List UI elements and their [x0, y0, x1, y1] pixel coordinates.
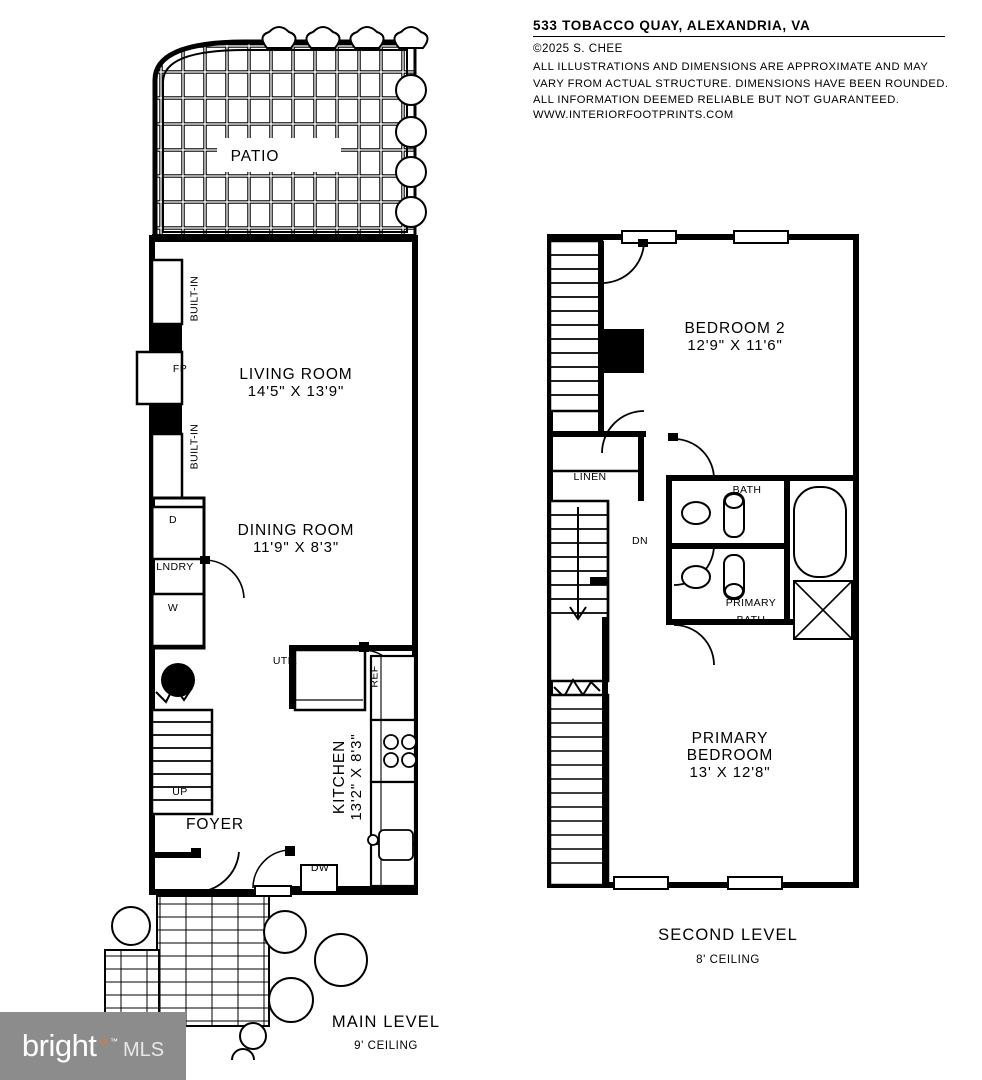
watermark-brand: bright: [21, 1028, 97, 1063]
label-laundry: LNDRY: [156, 561, 194, 573]
label-stairs-up: UP: [172, 786, 188, 798]
watermark-trademark: ™: [110, 1037, 118, 1046]
website-url: WWW.INTERIORFOOTPRINTS.COM: [533, 108, 734, 121]
label-living-room: [196, 366, 396, 400]
living-room-name: LIVING ROOM: [239, 366, 353, 383]
label-linen: LINEN: [573, 471, 607, 483]
label-fireplace: FP: [172, 363, 188, 375]
label-dryer: D: [169, 514, 177, 526]
watermark-suffix: MLS: [123, 1039, 165, 1061]
second-level-ceiling: 8' CEILING: [696, 954, 760, 966]
label-foyer: FOYER: [186, 816, 244, 833]
plan-header: [533, 18, 953, 121]
disclaimer-line-1: ALL ILLUSTRATIONS AND DIMENSIONS ARE APPROXIMATE AND MAY: [533, 61, 929, 73]
watermark-star-icon: ✧: [97, 1034, 110, 1051]
second-level-name: SECOND LEVEL: [658, 926, 798, 944]
bedroom2-name: BEDROOM 2: [684, 320, 786, 337]
label-bath: BATH: [732, 484, 762, 496]
primary-bedroom-dims: 13' X 12'8": [689, 764, 771, 781]
primary-bedroom-name-1: PRIMARY: [691, 730, 769, 747]
dining-room-dims: 11'9" X 8'3": [252, 539, 340, 556]
dining-room-name: DINING ROOM: [237, 522, 355, 539]
label-dining-room: [196, 522, 396, 556]
label-kitchen: [331, 687, 365, 867]
page-title: 533 TOBACCO QUAY, ALEXANDRIA, VA: [533, 18, 945, 37]
main-level-name: MAIN LEVEL: [331, 1013, 441, 1031]
label-bedroom-2: [620, 320, 850, 354]
kitchen-name: KITCHEN: [331, 739, 348, 815]
disclaimer-line-3: ALL INFORMATION DEEMED RELIABLE BUT NOT GUARANTEED.: [533, 94, 900, 106]
label-patio: PATIO: [230, 148, 280, 165]
main-level-ceiling: 9' CEILING: [354, 1040, 418, 1052]
living-room-dims: 14'5" X 13'9": [247, 383, 345, 400]
label-washer: W: [167, 602, 179, 614]
label-stairs-down: DN: [632, 535, 648, 547]
bright-mls-watermark: [0, 1012, 186, 1080]
kitchen-dims: 13'2" X 8'3": [348, 733, 365, 821]
label-primary-bedroom: [615, 730, 845, 781]
primary-bedroom-name-2: BEDROOM: [686, 747, 774, 764]
bedroom2-dims: 12'9" X 11'6": [687, 337, 783, 354]
label-util: UTIL: [272, 655, 298, 667]
label-primary-bath: PRIMARY BATH: [725, 597, 777, 626]
disclaimer-line-2: VARY FROM ACTUAL STRUCTURE. DIMENSIONS HAVE BEEN ROUNDED.: [533, 77, 949, 90]
label-dishwasher: DW: [310, 862, 330, 874]
label-refrigerator: REF: [368, 665, 381, 688]
copyright-notice: ©2025 S. CHEE: [533, 43, 623, 55]
label-built-in-top: BUILT-IN: [188, 275, 201, 322]
label-built-in-bottom: BUILT-IN: [188, 423, 201, 470]
